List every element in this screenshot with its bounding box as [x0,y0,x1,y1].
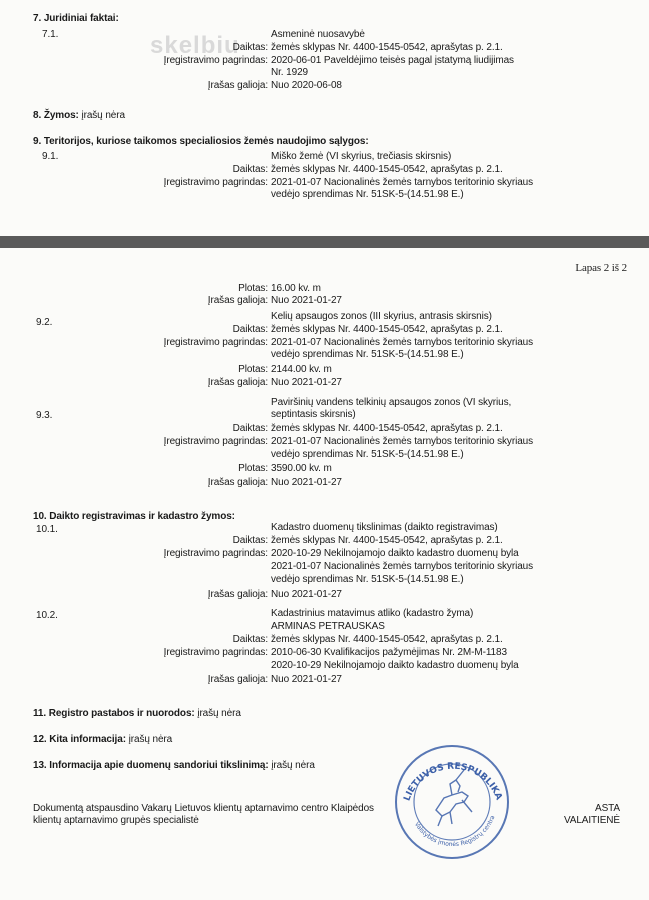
section-10-2-number: 10.2. [36,610,58,621]
value-registravimo-pagrindas-cont: vedėjo sprendimas Nr. 51SK-5-(14.51.98 E.) [271,449,464,460]
value-registravimo-pagrindas: 2010-06-30 Kvalifikacijos pažymėjimas Nr. 2M-M-1183 [271,647,507,658]
section-9-1-title: Miško žemė (VI skyrius, trečiasis skirsnis) [271,151,452,162]
section-9-2-number: 9.2. [36,317,53,328]
section-9-3-number: 9.3. [36,410,53,421]
page-number: Lapas 2 iš 2 [575,262,627,274]
value-registravimo-pagrindas: 2021-01-07 Nacionalinės žemės tarnybos teritorinio skyriaus [271,436,534,447]
knight-emblem-icon [436,770,472,826]
official-stamp [392,740,512,860]
page-divider [0,236,649,248]
value-registravimo-pagrindas-cont: Nr. 1929 [271,67,309,78]
section-11-title: 11. Registro pastabos ir nuorodos: [33,708,195,719]
section-12-value: įrašų nėra [128,734,173,745]
value-registravimo-pagrindas-cont: 2020-10-29 Nekilnojamojo daikto kadastro duomenų byla [271,660,519,671]
value-daiktas: žemės sklypas Nr. 4400-1545-0542, aprašytas p. 2.1. [271,324,503,335]
document-page-1 [0,0,649,236]
label-registravimo-pagrindas: Įregistravimo pagrindas: [163,337,268,348]
section-8 [33,110,125,122]
section-10-1-number: 10.1. [36,524,58,535]
label-plotas: Plotas: [238,364,268,375]
value-registravimo-pagrindas: 2021-01-07 Nacionalinės žemės tarnybos teritorinio skyriaus [271,337,534,348]
value-irasas-galioja: Nuo 2020-06-08 [271,80,342,91]
stamp-bottom-text: Valstybės įmonės Registrų centra [412,814,497,849]
label-irasas-galioja: Įrašas galioja: [207,589,268,600]
signer-first-name: ASTA [595,803,620,814]
value-irasas-galioja: Nuo 2021-01-27 [271,477,342,488]
section-11-value: įrašų nėra [197,708,241,719]
value-registravimo-pagrindas-cont: vedėjo sprendimas Nr. 51SK-5-(14.51.98 E.) [271,189,464,200]
section-13-title: 13. Informacija apie duomenų sandoriui tikslinimą: [33,760,269,771]
section-8-title: 8. Žymos: [33,110,79,121]
label-registravimo-pagrindas: Įregistravimo pagrindas: [163,177,268,188]
value-irasas-galioja: Nuo 2021-01-27 [271,589,342,600]
section-10-title: 10. Daikto registravimas ir kadastro žymos: [33,511,235,522]
section-7-1-title: Asmeninė nuosavybė [271,29,365,40]
section-9-3-title: Paviršinių vandens telkinių apsaugos zonos (VI skyrius, [271,397,512,408]
section-9-3-title-cont: septintasis skirsnis) [271,409,356,420]
footer-specialist: klientų aptarnavimo grupės specialistė [33,815,199,826]
value-registravimo-pagrindas-cont: 2021-01-07 Nacionalinės žemės tarnybos teritorinio skyriaus [271,561,534,572]
label-daiktas: Daiktas: [232,535,268,546]
section-9-2-title: Kelių apsaugos zonos (III skyrius, antrasis skirsnis) [271,311,492,322]
label-plotas: Plotas: [238,463,268,474]
section-11 [33,708,241,720]
section-10-2-title: Kadastrinius matavimus atliko (kadastro žyma) [271,608,474,619]
value-plotas: 3590.00 kv. m [271,463,332,474]
value-daiktas: žemės sklypas Nr. 4400-1545-0542, aprašytas p. 2.1. [271,535,503,546]
section-12-title: 12. Kita informacija: [33,734,126,745]
label-daiktas: Daiktas: [232,634,268,645]
section-10-2-title-cont: ARMINAS PETRAUSKAS [271,621,385,632]
section-13 [33,760,315,772]
value-plotas: 2144.00 kv. m [271,364,332,375]
value-irasas-galioja: Nuo 2021-01-27 [271,295,342,306]
label-irasas-galioja: Įrašas galioja: [207,80,268,91]
label-plotas: Plotas: [238,283,268,294]
label-registravimo-pagrindas: Įregistravimo pagrindas: [163,436,268,447]
section-10-1-title: Kadastro duomenų tikslinimas (daikto registravimas) [271,522,498,533]
label-irasas-galioja: Įrašas galioja: [207,477,268,488]
value-registravimo-pagrindas: 2020-10-29 Nekilnojamojo daikto kadastro duomenų byla [271,548,519,559]
label-irasas-galioja: Įrašas galioja: [207,377,268,388]
section-9-1-number: 9.1. [42,151,59,162]
value-plotas: 16.00 kv. m [271,283,321,294]
label-registravimo-pagrindas: Įregistravimo pagrindas: [163,647,268,658]
value-registravimo-pagrindas: 2020-06-01 Paveldėjimo teisės pagal įstatymą liudijimas [271,55,514,66]
value-irasas-galioja: Nuo 2021-01-27 [271,674,342,685]
label-daiktas: Daiktas: [232,164,268,175]
label-irasas-galioja: Įrašas galioja: [207,674,268,685]
value-daiktas: žemės sklypas Nr. 4400-1545-0542, aprašytas p. 2.1. [271,423,503,434]
label-irasas-galioja: Įrašas galioja: [207,295,268,306]
section-9-title: 9. Teritorijos, kuriose taikomos specialiosios žemės naudojimo sąlygos: [33,136,369,147]
footer-printed-by: Dokumentą atspausdino Vakarų Lietuvos klientų aptarnavimo centro Klaipėdos [33,803,374,814]
section-7-title: 7. Juridiniai faktai: [33,13,119,24]
value-daiktas: žemės sklypas Nr. 4400-1545-0542, aprašytas p. 2.1. [271,164,503,175]
label-daiktas: Daiktas: [232,324,268,335]
section-8-value: įrašų nėra [81,110,125,121]
label-registravimo-pagrindas: Įregistravimo pagrindas: [163,548,268,559]
value-irasas-galioja: Nuo 2021-01-27 [271,377,342,388]
section-13-value: įrašų nėra [271,760,315,771]
value-daiktas: žemės sklypas Nr. 4400-1545-0542, aprašytas p. 2.1. [271,42,503,53]
section-7-1-number: 7.1. [42,29,59,40]
label-daiktas: Daiktas: [232,42,268,53]
signer-last-name: VALAITIENĖ [563,815,620,826]
stamp-top-text: LIETUVOS RESPUBLIKA [402,761,504,803]
section-12 [33,734,172,746]
value-registravimo-pagrindas: 2021-01-07 Nacionalinės žemės tarnybos teritorinio skyriaus [271,177,534,188]
label-registravimo-pagrindas: Įregistravimo pagrindas: [163,55,268,66]
value-daiktas: žemės sklypas Nr. 4400-1545-0542, aprašytas p. 2.1. [271,634,503,645]
watermark: skelbiu [150,32,240,59]
label-daiktas: Daiktas: [232,423,268,434]
value-registravimo-pagrindas-cont: vedėjo sprendimas Nr. 51SK-5-(14.51.98 E.) [271,349,464,360]
value-registravimo-pagrindas-cont: vedėjo sprendimas Nr. 51SK-5-(14.51.98 E.) [271,574,464,585]
